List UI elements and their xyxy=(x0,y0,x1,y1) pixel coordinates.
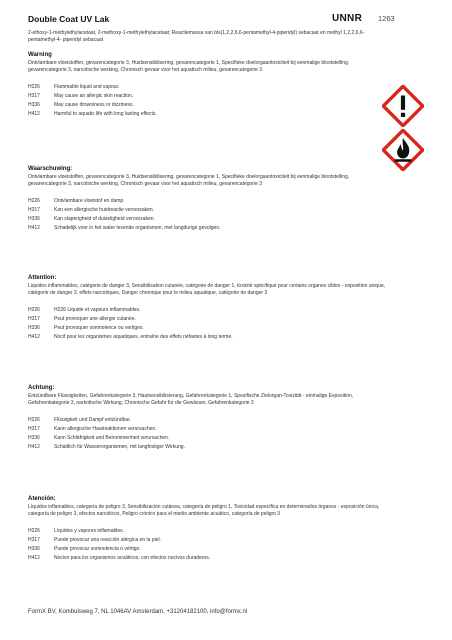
hazard-statement-text: Kan slaperigheid of duizeligheid veroorzaken. xyxy=(54,216,155,222)
hazard-statement-list xyxy=(28,83,388,119)
hazard-statement xyxy=(28,324,388,333)
hazard-code: H226 xyxy=(28,198,40,204)
brand-logo: UNNR xyxy=(332,13,363,24)
hazard-code: H226 xyxy=(28,417,40,423)
hazard-code: H336 xyxy=(28,546,40,552)
hazard-statement-list xyxy=(28,416,388,452)
hazard-statement xyxy=(28,92,388,101)
hazard-statement xyxy=(28,83,388,92)
hazard-statement xyxy=(28,443,388,452)
hazard-statement-text: H226 Liquide et vapeurs inflammables. xyxy=(54,307,141,313)
hazard-code: H412 xyxy=(28,334,40,340)
hazard-statement-text: Líquidos y vapores inflamables. xyxy=(54,528,125,534)
hazard-statement-list xyxy=(28,306,388,342)
hazard-statement xyxy=(28,315,388,324)
company-footer: FormX BV, Kombuisweg 7, NL 1046AV Amsterdam, +31204182100, info@formx.nl xyxy=(28,609,248,615)
hazard-section xyxy=(28,384,388,452)
hazard-statement xyxy=(28,545,388,554)
hazard-statement xyxy=(28,224,388,233)
hazard-statement-text: May cause drowsiness or dizziness. xyxy=(54,102,134,108)
hazard-statement xyxy=(28,425,388,434)
hazard-section xyxy=(28,51,388,119)
hazard-statement-text: Schadelijk voor in het water levende organismen, met langdurige gevolgen. xyxy=(54,225,221,231)
hazard-statement-text: Ontvlambare vloeistof en damp. xyxy=(54,198,125,204)
hazard-section xyxy=(28,274,388,342)
hazard-classification-text: Líquidos inflamables, categoría de peligro 3, Sensibilización cutánea, categoría de peligro 1, Toxicidad específica en determinados órganos - exposición única, categoría de peligro 3, efectos narcóticos, Peligro crónico para el medio ambiente acuático, categoría de peligro 3 xyxy=(28,504,380,517)
flame-icon xyxy=(382,129,424,171)
flame-exclamation-icon xyxy=(382,85,424,127)
hazard-classification-text: Ontvlambare vloeistoffen, gevarencategorie 3, Huidsensibilisering, gevarencategorie 1, Specifieke doelorgaantoxiciteit bij eenmalige blootstelling, gevarencategorie 3, narcotische werking, Chronisch gevaar voor het aquatisch milieu, gevarencategorie 3 xyxy=(28,174,350,187)
hazard-statement-text: May cause an allergic skin reaction. xyxy=(54,93,134,99)
hazard-statement xyxy=(28,333,388,342)
hazard-code: H336 xyxy=(28,435,40,441)
hazard-code: H412 xyxy=(28,444,40,450)
hazard-statement xyxy=(28,306,388,315)
signal-word: Attention: xyxy=(28,275,57,281)
hazard-code: H226 xyxy=(28,307,40,313)
hazard-statement xyxy=(28,215,388,224)
hazard-statement xyxy=(28,206,388,215)
hazard-statement-text: Kan een allergische huidreactie veroorzaken. xyxy=(54,207,155,213)
hazard-code: H317 xyxy=(28,537,40,543)
signal-word: Atención: xyxy=(28,496,56,502)
hazard-statement xyxy=(28,527,388,536)
hazard-code: H336 xyxy=(28,325,40,331)
hazard-statement-text: Peut provoquer somnolence ou vertiges. xyxy=(54,325,144,331)
hazard-classification-text: Liquides inflammables, catégorie de danger 3, Sensibilisation cutanée, catégorie de danger 1, toxicité spécifique pour certains organes cibles - exposition unique, catégorie de danger 3, effets narcotiques, Danger chronique pour le milieu aquatique, catégorie de danger 3 xyxy=(28,283,386,296)
hazard-statement xyxy=(28,536,388,545)
hazard-code: H412 xyxy=(28,555,40,561)
hazard-statement-text: Kann Schläfrigkeit und Benommenheit verursachen. xyxy=(54,435,170,441)
hazard-statement xyxy=(28,197,388,206)
hazard-classification-text: Entzündbare Flüssigkeiten, Gefahrenkategorie 3, Hautsensibilisierung, Gefahrenkategorie 1, Spezifische Zielorgan-Toxizität - einmalige Exposition, Gefahrenkategorie 3, narkotische Wirkung, Chronische Gefahr für die Gewässer, Gefahrenkategorie 3 xyxy=(28,393,354,406)
hazard-statement-text: Kann allergische Hautreaktionen verursachen. xyxy=(54,426,157,432)
hazard-statement-text: Peut provoquer une allergie cutanée. xyxy=(54,316,137,322)
hazard-code: H412 xyxy=(28,111,40,117)
hazard-statement xyxy=(28,554,388,563)
hazard-statement xyxy=(28,416,388,425)
hazard-statement-text: Flammable liquid and vapour. xyxy=(54,84,120,90)
hazard-code: H226 xyxy=(28,528,40,534)
hazard-statement-text: Puede provocar una reacción alérgica en la piel. xyxy=(54,537,162,543)
hazard-code: H336 xyxy=(28,102,40,108)
hazard-statement-text: Flüssigkeit und Dampf entzündbar. xyxy=(54,417,131,423)
hazard-statement-list xyxy=(28,527,388,563)
signal-word: Waarschuwing: xyxy=(28,166,73,172)
hazard-statement-list xyxy=(28,197,388,233)
hazard-code: H317 xyxy=(28,207,40,213)
hazard-code: H412 xyxy=(28,225,40,231)
hazard-section xyxy=(28,495,388,563)
hazard-section xyxy=(28,165,388,233)
hazard-statement-text: Nocif pour les organismes aquatiques, entraîne des effets néfastes à long terme. xyxy=(54,334,233,340)
hazard-statement-text: Harmful to aquatic life with long lasting effects. xyxy=(54,111,157,117)
ingredients-text: 2-ethoxy-1-methylethylacetaat, 2-methoxy-1-methylethylacetaat; Reactiemassa van bis(1,2,2,6,6-pentamethyl-4-piperidyl) sebacaat en methyl 1,2,2,6,6- pentamethyl-4- piperidyl sebacaat xyxy=(28,30,365,43)
signal-word: Warning xyxy=(28,52,52,58)
hazard-code: H336 xyxy=(28,216,40,222)
hazard-code: H317 xyxy=(28,426,40,432)
hazard-statement xyxy=(28,101,388,110)
signal-word: Achtung: xyxy=(28,385,55,391)
hazard-statement xyxy=(28,110,388,119)
hazard-code: H317 xyxy=(28,316,40,322)
hazard-pictograms xyxy=(382,85,424,171)
product-title: Double Coat UV Lak xyxy=(28,14,110,24)
hazard-code: H226 xyxy=(28,84,40,90)
hazard-statement-text: Puede provocar somnolencia o vértigo. xyxy=(54,546,141,552)
hazard-statement-text: Schädlich für Wasserorganismen, mit langfristiger Wirkung. xyxy=(54,444,185,450)
hazard-classification-text: Ontvlambare vloeistoffen, gevarencategorie 3, Huidsensibilisering, gevarencategorie 1, Specifieke doelorgaantoxiciteit bij eenmalige blootstelling, gevarencategorie 3, narcotische werking, Chronisch gevaar voor het aquatisch milieu, gevarencategorie 3 xyxy=(28,60,350,73)
label-header xyxy=(28,14,428,28)
product-code: 1263 xyxy=(378,14,395,23)
hazard-statement xyxy=(28,434,388,443)
hazard-statement-text: Nocivo para los organismos acuáticos, con efectos nocivos duraderos. xyxy=(54,555,211,561)
hazard-code: H317 xyxy=(28,93,40,99)
